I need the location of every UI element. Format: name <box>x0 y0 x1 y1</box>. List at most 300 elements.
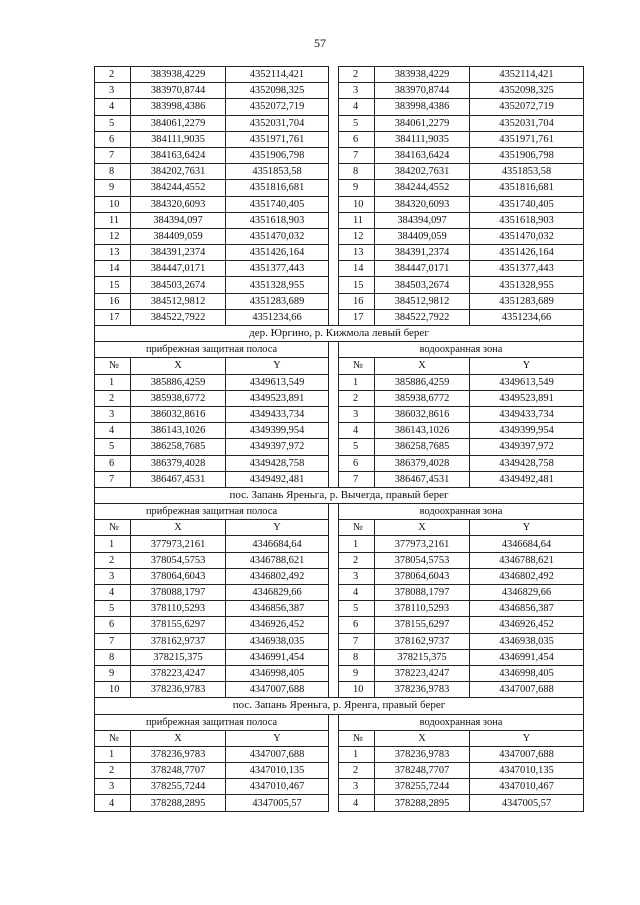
header-x: X <box>375 730 470 746</box>
table-row <box>95 99 584 115</box>
point-number: 5 <box>95 601 131 617</box>
coord-y: 4349428,758 <box>470 455 584 471</box>
section-title: пос. Запань Яреньга, р. Яренга, правый берег <box>95 698 584 714</box>
header-row <box>95 520 584 536</box>
column-gap <box>329 649 339 665</box>
column-gap <box>329 439 339 455</box>
coord-x: 384244,4552 <box>375 180 470 196</box>
coord-x: 384111,9035 <box>375 131 470 147</box>
header-row <box>95 358 584 374</box>
coord-y: 4347007,688 <box>470 746 584 762</box>
coord-x: 378288,2895 <box>131 795 226 811</box>
point-number: 9 <box>95 180 131 196</box>
point-number: 7 <box>95 147 131 163</box>
coord-x: 386258,7685 <box>375 439 470 455</box>
table-row <box>95 115 584 131</box>
column-gap <box>329 455 339 471</box>
column-gap <box>329 617 339 633</box>
table-row <box>95 309 584 325</box>
coord-y: 4347010,135 <box>226 763 329 779</box>
point-number: 10 <box>339 196 375 212</box>
coord-x: 378064,6043 <box>131 568 226 584</box>
table-row <box>95 293 584 309</box>
coord-x: 386379,4028 <box>131 455 226 471</box>
point-number: 3 <box>95 568 131 584</box>
table-row <box>95 552 584 568</box>
coord-x: 384391,2374 <box>375 245 470 261</box>
point-number: 8 <box>95 164 131 180</box>
column-gap <box>329 147 339 163</box>
table-row <box>95 131 584 147</box>
coord-x: 384522,7922 <box>375 309 470 325</box>
table-row <box>95 568 584 584</box>
coord-y: 4346684,64 <box>226 536 329 552</box>
zone-title-row <box>95 714 584 730</box>
coord-x: 384111,9035 <box>131 131 226 147</box>
table-row <box>95 536 584 552</box>
coord-y: 4351328,955 <box>470 277 584 293</box>
header-number: № <box>95 730 131 746</box>
point-number: 7 <box>339 633 375 649</box>
water-protection-zone-title: водоохранная зона <box>339 714 584 730</box>
header-x: X <box>131 730 226 746</box>
coord-y: 4346829,66 <box>226 585 329 601</box>
coord-y: 4349613,549 <box>470 374 584 390</box>
coord-y: 4351283,689 <box>226 293 329 309</box>
coord-x: 383970,8744 <box>131 83 226 99</box>
coord-x: 383938,4229 <box>131 67 226 83</box>
column-gap <box>329 164 339 180</box>
coord-y: 4346938,035 <box>226 633 329 649</box>
point-number: 8 <box>95 649 131 665</box>
point-number: 3 <box>339 568 375 584</box>
coord-y: 4351853,58 <box>470 164 584 180</box>
coord-x: 378215,375 <box>375 649 470 665</box>
point-number: 9 <box>95 665 131 681</box>
table-row <box>95 682 584 698</box>
coord-y: 4351328,955 <box>226 277 329 293</box>
coord-x: 378223,4247 <box>131 665 226 681</box>
coord-x: 378155,6297 <box>375 617 470 633</box>
table-row <box>95 228 584 244</box>
coord-y: 4347007,688 <box>470 682 584 698</box>
header-x: X <box>375 358 470 374</box>
column-gap <box>329 212 339 228</box>
table-row <box>95 390 584 406</box>
point-number: 4 <box>95 585 131 601</box>
column-gap <box>329 633 339 649</box>
coord-x: 384512,9812 <box>375 293 470 309</box>
point-number: 1 <box>339 746 375 762</box>
column-gap <box>329 67 339 83</box>
column-gap <box>329 99 339 115</box>
coord-y: 4351906,798 <box>470 147 584 163</box>
coord-x: 384503,2674 <box>375 277 470 293</box>
table-row <box>95 455 584 471</box>
column-gap <box>329 293 339 309</box>
coord-x: 385938,6772 <box>375 390 470 406</box>
point-number: 14 <box>95 261 131 277</box>
point-number: 10 <box>95 682 131 698</box>
column-gap <box>329 245 339 261</box>
point-number: 4 <box>95 423 131 439</box>
point-number: 8 <box>339 649 375 665</box>
point-number: 9 <box>339 180 375 196</box>
point-number: 3 <box>339 406 375 422</box>
point-number: 2 <box>95 67 131 83</box>
coord-x: 378155,6297 <box>131 617 226 633</box>
table-row <box>95 665 584 681</box>
header-y: Y <box>470 730 584 746</box>
table-row <box>95 180 584 196</box>
column-gap <box>329 568 339 584</box>
coord-x: 384447,0171 <box>131 261 226 277</box>
point-number: 4 <box>339 585 375 601</box>
column-gap <box>329 196 339 212</box>
point-number: 2 <box>95 552 131 568</box>
point-number: 3 <box>339 779 375 795</box>
coord-x: 378255,7244 <box>131 779 226 795</box>
coord-x: 384061,2279 <box>375 115 470 131</box>
point-number: 7 <box>339 471 375 487</box>
point-number: 7 <box>95 471 131 487</box>
coord-x: 378248,7707 <box>131 763 226 779</box>
point-number: 3 <box>95 779 131 795</box>
coord-x: 384320,6093 <box>131 196 226 212</box>
coord-y: 4346991,454 <box>470 649 584 665</box>
coord-x: 386467,4531 <box>131 471 226 487</box>
coord-y: 4352072,719 <box>470 99 584 115</box>
point-number: 5 <box>95 439 131 455</box>
coord-y: 4347005,57 <box>470 795 584 811</box>
point-number: 9 <box>339 665 375 681</box>
table-row <box>95 439 584 455</box>
page-number: 57 <box>314 36 326 50</box>
coord-x: 378215,375 <box>131 649 226 665</box>
coord-y: 4351234,66 <box>470 309 584 325</box>
table-row <box>95 746 584 762</box>
point-number: 14 <box>339 261 375 277</box>
coord-x: 383938,4229 <box>375 67 470 83</box>
coord-x: 385886,4259 <box>131 374 226 390</box>
coord-y: 4347010,135 <box>470 763 584 779</box>
coord-y: 4351377,443 <box>470 261 584 277</box>
point-number: 4 <box>95 99 131 115</box>
column-gap <box>329 131 339 147</box>
table-row <box>95 67 584 83</box>
header-number: № <box>95 358 131 374</box>
point-number: 7 <box>95 633 131 649</box>
header-row <box>95 730 584 746</box>
coord-x: 386143,1026 <box>131 423 226 439</box>
coord-x: 378054,5753 <box>131 552 226 568</box>
coord-y: 4351816,681 <box>470 180 584 196</box>
header-y: Y <box>226 730 329 746</box>
coord-y: 4349613,549 <box>226 374 329 390</box>
point-number: 5 <box>339 115 375 131</box>
column-gap <box>329 585 339 601</box>
coordinate-table <box>94 66 584 812</box>
table-row <box>95 164 584 180</box>
coord-x: 384163,6424 <box>131 147 226 163</box>
header-y: Y <box>470 520 584 536</box>
coord-x: 386032,8616 <box>131 406 226 422</box>
zone-title-row <box>95 342 584 358</box>
point-number: 2 <box>339 390 375 406</box>
point-number: 1 <box>95 536 131 552</box>
column-gap <box>329 406 339 422</box>
coord-y: 4351971,761 <box>226 131 329 147</box>
column-gap <box>329 309 339 325</box>
point-number: 2 <box>95 763 131 779</box>
column-gap <box>329 390 339 406</box>
column-gap <box>329 665 339 681</box>
coord-y: 4352072,719 <box>226 99 329 115</box>
coord-y: 4346802,492 <box>226 568 329 584</box>
column-gap <box>329 714 339 730</box>
coord-y: 4351426,164 <box>470 245 584 261</box>
header-y: Y <box>226 358 329 374</box>
coord-x: 378110,5293 <box>131 601 226 617</box>
section-title-row <box>95 326 584 342</box>
coord-x: 378162,9737 <box>375 633 470 649</box>
header-x: X <box>131 358 226 374</box>
coord-x: 378236,9783 <box>131 746 226 762</box>
coord-y: 4349428,758 <box>226 455 329 471</box>
column-gap <box>329 115 339 131</box>
coord-x: 384391,2374 <box>131 245 226 261</box>
column-gap <box>329 779 339 795</box>
point-number: 12 <box>339 228 375 244</box>
point-number: 2 <box>95 390 131 406</box>
coord-x: 377973,2161 <box>131 536 226 552</box>
coord-y: 4347005,57 <box>226 795 329 811</box>
coord-y: 4346802,492 <box>470 568 584 584</box>
coord-x: 378110,5293 <box>375 601 470 617</box>
table-row <box>95 374 584 390</box>
header-number: № <box>95 520 131 536</box>
coord-x: 384061,2279 <box>131 115 226 131</box>
coord-y: 4352114,421 <box>226 67 329 83</box>
coord-y: 4349397,972 <box>226 439 329 455</box>
coord-y: 4349523,891 <box>470 390 584 406</box>
table-row <box>95 585 584 601</box>
coord-x: 378054,5753 <box>375 552 470 568</box>
coord-y: 4346788,621 <box>226 552 329 568</box>
column-gap <box>329 83 339 99</box>
point-number: 6 <box>95 455 131 471</box>
coastal-strip-title: прибрежная защитная полоса <box>95 342 329 358</box>
coord-x: 378236,9783 <box>131 682 226 698</box>
coord-y: 4352031,704 <box>470 115 584 131</box>
coord-x: 384163,6424 <box>375 147 470 163</box>
point-number: 12 <box>95 228 131 244</box>
table-row <box>95 601 584 617</box>
water-protection-zone-title: водоохранная зона <box>339 504 584 520</box>
point-number: 15 <box>95 277 131 293</box>
column-gap <box>329 682 339 698</box>
column-gap <box>329 471 339 487</box>
coord-x: 384409,059 <box>131 228 226 244</box>
point-number: 2 <box>339 763 375 779</box>
table-row <box>95 261 584 277</box>
coord-x: 378088,1797 <box>131 585 226 601</box>
table-row <box>95 277 584 293</box>
point-number: 6 <box>339 617 375 633</box>
column-gap <box>329 228 339 244</box>
point-number: 6 <box>95 617 131 633</box>
header-y: Y <box>226 520 329 536</box>
coord-y: 4352114,421 <box>470 67 584 83</box>
coord-y: 4347010,467 <box>470 779 584 795</box>
header-y: Y <box>470 358 584 374</box>
coord-y: 4351740,405 <box>226 196 329 212</box>
point-number: 4 <box>95 795 131 811</box>
header-number: № <box>339 520 375 536</box>
table-row <box>95 779 584 795</box>
coord-x: 386379,4028 <box>375 455 470 471</box>
coord-y: 4352098,325 <box>470 83 584 99</box>
coord-y: 4351234,66 <box>226 309 329 325</box>
coord-y: 4346926,452 <box>470 617 584 633</box>
coastal-strip-title: прибрежная защитная полоса <box>95 714 329 730</box>
column-gap <box>329 342 339 358</box>
point-number: 6 <box>339 455 375 471</box>
coord-x: 378236,9783 <box>375 682 470 698</box>
coord-x: 386258,7685 <box>131 439 226 455</box>
point-number: 1 <box>95 374 131 390</box>
point-number: 11 <box>95 212 131 228</box>
coord-y: 4351971,761 <box>470 131 584 147</box>
table-row <box>95 795 584 811</box>
coord-x: 384512,9812 <box>131 293 226 309</box>
section-title: дер. Юргино, р. Кижмола левый берег <box>95 326 584 342</box>
coord-x: 384320,6093 <box>375 196 470 212</box>
coord-x: 378223,4247 <box>375 665 470 681</box>
coord-y: 4351618,903 <box>470 212 584 228</box>
coord-y: 4346788,621 <box>470 552 584 568</box>
point-number: 1 <box>339 374 375 390</box>
coord-y: 4349523,891 <box>226 390 329 406</box>
coord-x: 378088,1797 <box>375 585 470 601</box>
coord-y: 4346998,405 <box>226 665 329 681</box>
table-row <box>95 245 584 261</box>
coord-y: 4349433,734 <box>470 406 584 422</box>
coord-y: 4351283,689 <box>470 293 584 309</box>
coord-x: 378288,2895 <box>375 795 470 811</box>
column-gap <box>329 601 339 617</box>
coord-x: 386467,4531 <box>375 471 470 487</box>
table-row <box>95 423 584 439</box>
column-gap <box>329 730 339 746</box>
point-number: 6 <box>339 131 375 147</box>
table-row <box>95 617 584 633</box>
coord-y: 4351426,164 <box>226 245 329 261</box>
coord-y: 4351740,405 <box>470 196 584 212</box>
point-number: 4 <box>339 99 375 115</box>
point-number: 17 <box>95 309 131 325</box>
coord-y: 4346684,64 <box>470 536 584 552</box>
coord-y: 4349492,481 <box>226 471 329 487</box>
coord-x: 383998,4386 <box>375 99 470 115</box>
water-protection-zone-title: водоохранная зона <box>339 342 584 358</box>
column-gap <box>329 277 339 293</box>
coord-y: 4349433,734 <box>226 406 329 422</box>
section-title-row <box>95 487 584 503</box>
coord-y: 4347007,688 <box>226 682 329 698</box>
coord-x: 384394,097 <box>131 212 226 228</box>
coord-y: 4349397,972 <box>470 439 584 455</box>
column-gap <box>329 358 339 374</box>
table-row <box>95 406 584 422</box>
coord-x: 384503,2674 <box>131 277 226 293</box>
column-gap <box>329 504 339 520</box>
point-number: 6 <box>95 131 131 147</box>
point-number: 16 <box>95 293 131 309</box>
coord-x: 378162,9737 <box>131 633 226 649</box>
table-row <box>95 196 584 212</box>
coord-y: 4346856,387 <box>470 601 584 617</box>
point-number: 1 <box>95 746 131 762</box>
coord-y: 4352031,704 <box>226 115 329 131</box>
coord-x: 384394,097 <box>375 212 470 228</box>
point-number: 5 <box>339 601 375 617</box>
coord-x: 384244,4552 <box>131 180 226 196</box>
coord-y: 4347010,467 <box>226 779 329 795</box>
coord-x: 384522,7922 <box>131 309 226 325</box>
point-number: 17 <box>339 309 375 325</box>
header-number: № <box>339 730 375 746</box>
coord-x: 377973,2161 <box>375 536 470 552</box>
coord-y: 4351853,58 <box>226 164 329 180</box>
coord-x: 378255,7244 <box>375 779 470 795</box>
coord-y: 4346829,66 <box>470 585 584 601</box>
section-title-row <box>95 698 584 714</box>
coord-x: 378236,9783 <box>375 746 470 762</box>
column-gap <box>329 374 339 390</box>
coord-y: 4351816,681 <box>226 180 329 196</box>
coastal-strip-title: прибрежная защитная полоса <box>95 504 329 520</box>
column-gap <box>329 763 339 779</box>
coord-y: 4346926,452 <box>226 617 329 633</box>
column-gap <box>329 180 339 196</box>
coord-x: 383998,4386 <box>131 99 226 115</box>
point-number: 5 <box>95 115 131 131</box>
point-number: 1 <box>339 536 375 552</box>
header-number: № <box>339 358 375 374</box>
point-number: 16 <box>339 293 375 309</box>
column-gap <box>329 795 339 811</box>
column-gap <box>329 423 339 439</box>
point-number: 3 <box>339 83 375 99</box>
coord-y: 4346856,387 <box>226 601 329 617</box>
coord-y: 4351906,798 <box>226 147 329 163</box>
column-gap <box>329 536 339 552</box>
section-title: пос. Запань Яреньга, р. Вычегда, правый берег <box>95 487 584 503</box>
point-number: 11 <box>339 212 375 228</box>
header-x: X <box>375 520 470 536</box>
point-number: 7 <box>339 147 375 163</box>
point-number: 2 <box>339 552 375 568</box>
coord-x: 384447,0171 <box>375 261 470 277</box>
point-number: 2 <box>339 67 375 83</box>
coord-x: 383970,8744 <box>375 83 470 99</box>
coord-x: 384409,059 <box>375 228 470 244</box>
point-number: 15 <box>339 277 375 293</box>
zone-title-row <box>95 504 584 520</box>
coord-y: 4347007,688 <box>226 746 329 762</box>
coord-y: 4351470,032 <box>470 228 584 244</box>
